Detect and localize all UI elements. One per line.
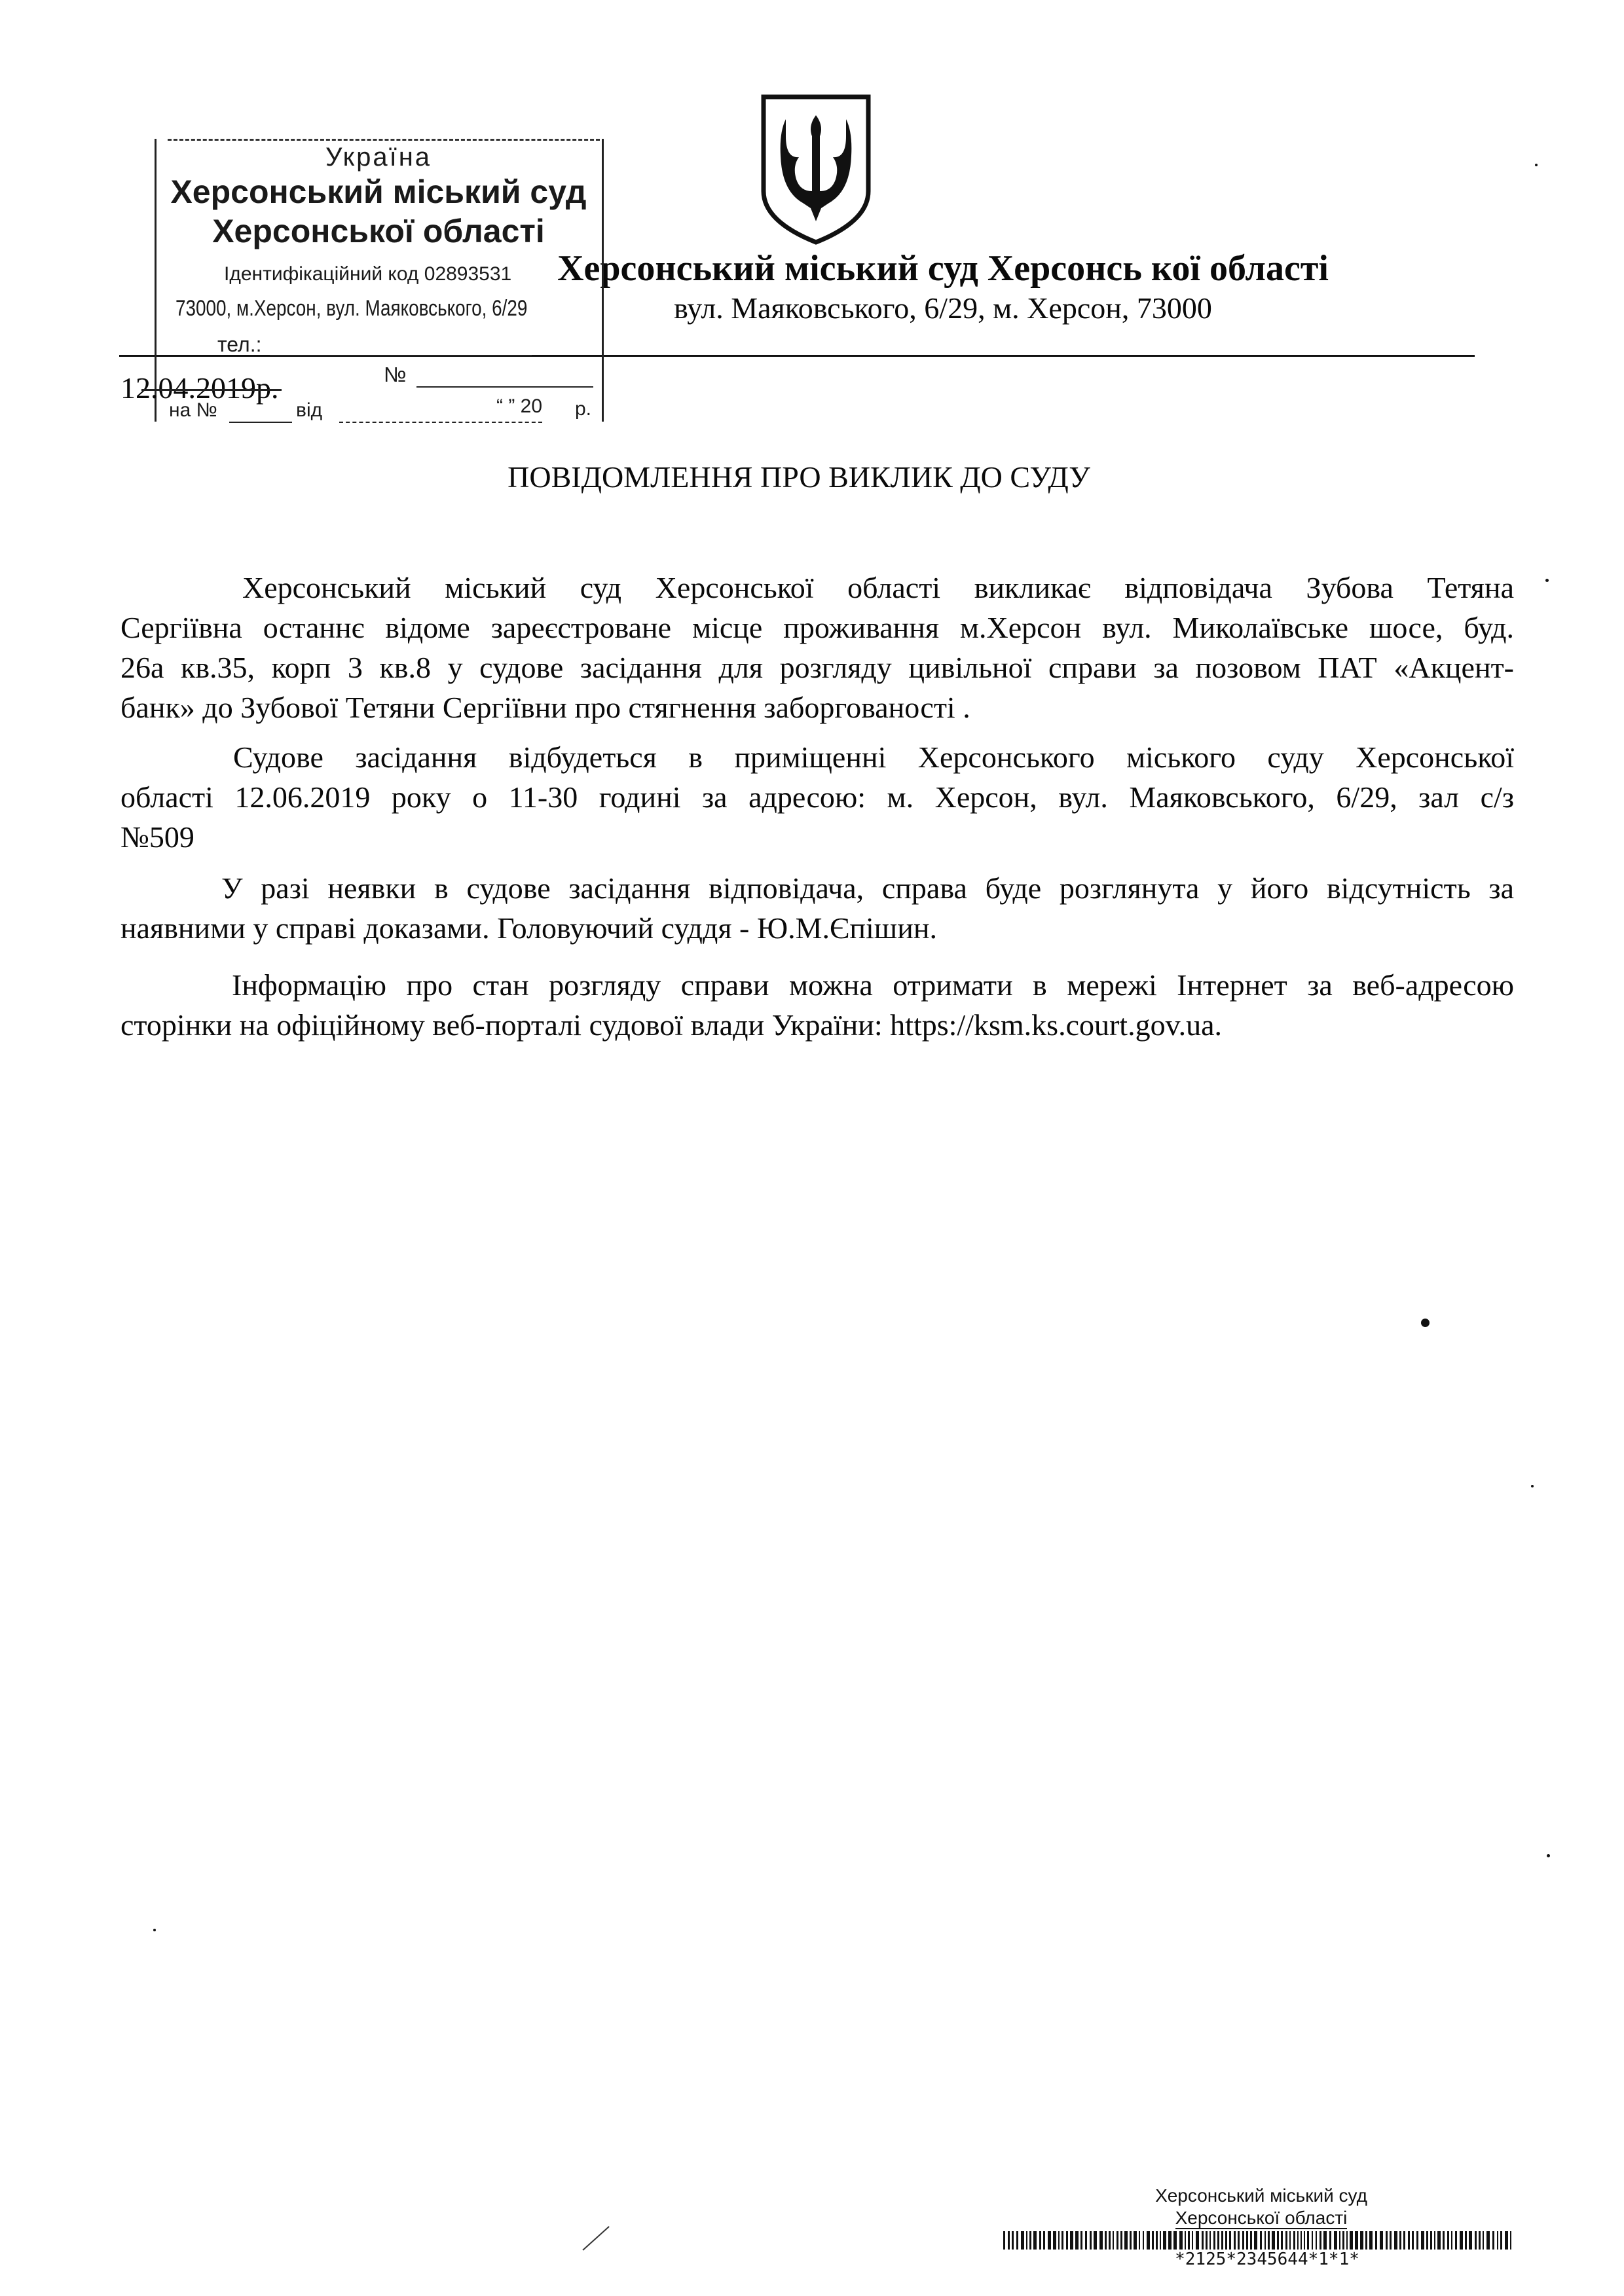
paragraph-hearing-details [120,737,1514,857]
stamp-court-name: Херсонський міський суд [170,173,587,210]
paragraph-online-info [120,965,1514,1045]
stamp-from-label: від [296,399,323,421]
stamp-year: 20 [520,395,543,417]
stamp-top-border [168,139,600,141]
stamp-court-region: Херсонської області [212,213,545,249]
stamp-tel-line [270,355,532,356]
paragraph-line: Херсонський міський суд Херсонської області викликає відповідача Зубова Тетяна [242,571,1514,604]
document-heading: ПОВІДОМЛЕННЯ ПРО ВИКЛИК ДО СУДУ [507,460,1090,494]
scan-speck [1531,1485,1534,1487]
stamp-quote-marks: “ ” [496,395,515,417]
stamp-number-label: № [384,363,407,386]
footer-court-line2: Херсонської області [1175,2208,1348,2228]
document-date: 12.04.2019р. [120,371,279,405]
scan-mark [582,2226,609,2251]
stamp-ref-number-label: на № [169,399,217,421]
stamp-year-suffix: р. [575,398,592,420]
paragraph-line: області 12.06.2019 року о 11-30 годині за адресою: м. Херсон, вул. Маяковського, 6/29, зал с/з [120,780,1514,814]
stamp-country: Україна [325,143,432,172]
scan-speck [1535,164,1538,166]
paragraph-line: Сергіївна останнє відоме зареєстроване місце проживання м.Херсон вул. Миколаївське шосе, буд. [120,611,1514,644]
paragraph-absence-notice [120,868,1514,948]
stamp-address: 73000, м.Херсон, вул. Маяковського, 6/29 [175,296,528,321]
paragraph-line: Інформацію про стан розгляду справи можна отримати в мережі Інтернет за веб-адресою [232,968,1514,1002]
paragraph-line: наявними у справі доказами. Головуючий суддя - Ю.М.Єпішин. [120,911,937,945]
paragraph-line: сторінки на офіційному веб-порталі судової влади України: https://ksm.ks.court.gov.ua. [120,1008,1223,1042]
stamp-ref-number-line [229,422,292,423]
scan-speck [1421,1319,1430,1327]
barcode-text: *2125*2345644*1*1* [1175,2250,1359,2269]
footer-court-line1: Херсонський міський суд [1155,2185,1367,2206]
paragraph-summons [120,568,1514,727]
trident-emblem-icon [760,93,872,245]
scan-speck [1545,579,1549,582]
court-address: вул. Маяковського, 6/29, м. Херсон, 73000 [674,291,1212,325]
stamp-year-label [496,395,542,418]
stamp-number-line [416,386,593,388]
paragraph-line: №509 [120,820,194,854]
paragraph-line: Судове засідання відбудеться в приміщенні Херсонського міського суду Херсонської [233,740,1514,774]
stamp-from-line [339,422,542,423]
scan-speck [153,1929,156,1931]
stamp-tel-label: тел.: [217,333,262,356]
court-title: Херсонський міський суд Херсонсь кої області [557,248,1329,289]
barcode-icon [1003,2231,1514,2250]
stamp-ident-code: Ідентифікаційний код 02893531 [224,263,512,285]
paragraph-line: 26а кв.35, корп 3 кв.8 у судове засідання для розгляду цивільної справи за позовом ПАТ «Акцент- [120,651,1514,684]
paragraph-line: У разі неявки в судове засідання відповідача, справа буде розглянута у його відсутність за [221,871,1514,905]
footer-court-name [1084,2185,1438,2229]
scan-speck [1547,1854,1550,1857]
paragraph-line: банк» до Зубової Тетяни Сергіївни про стягнення заборгованості . [120,691,970,724]
